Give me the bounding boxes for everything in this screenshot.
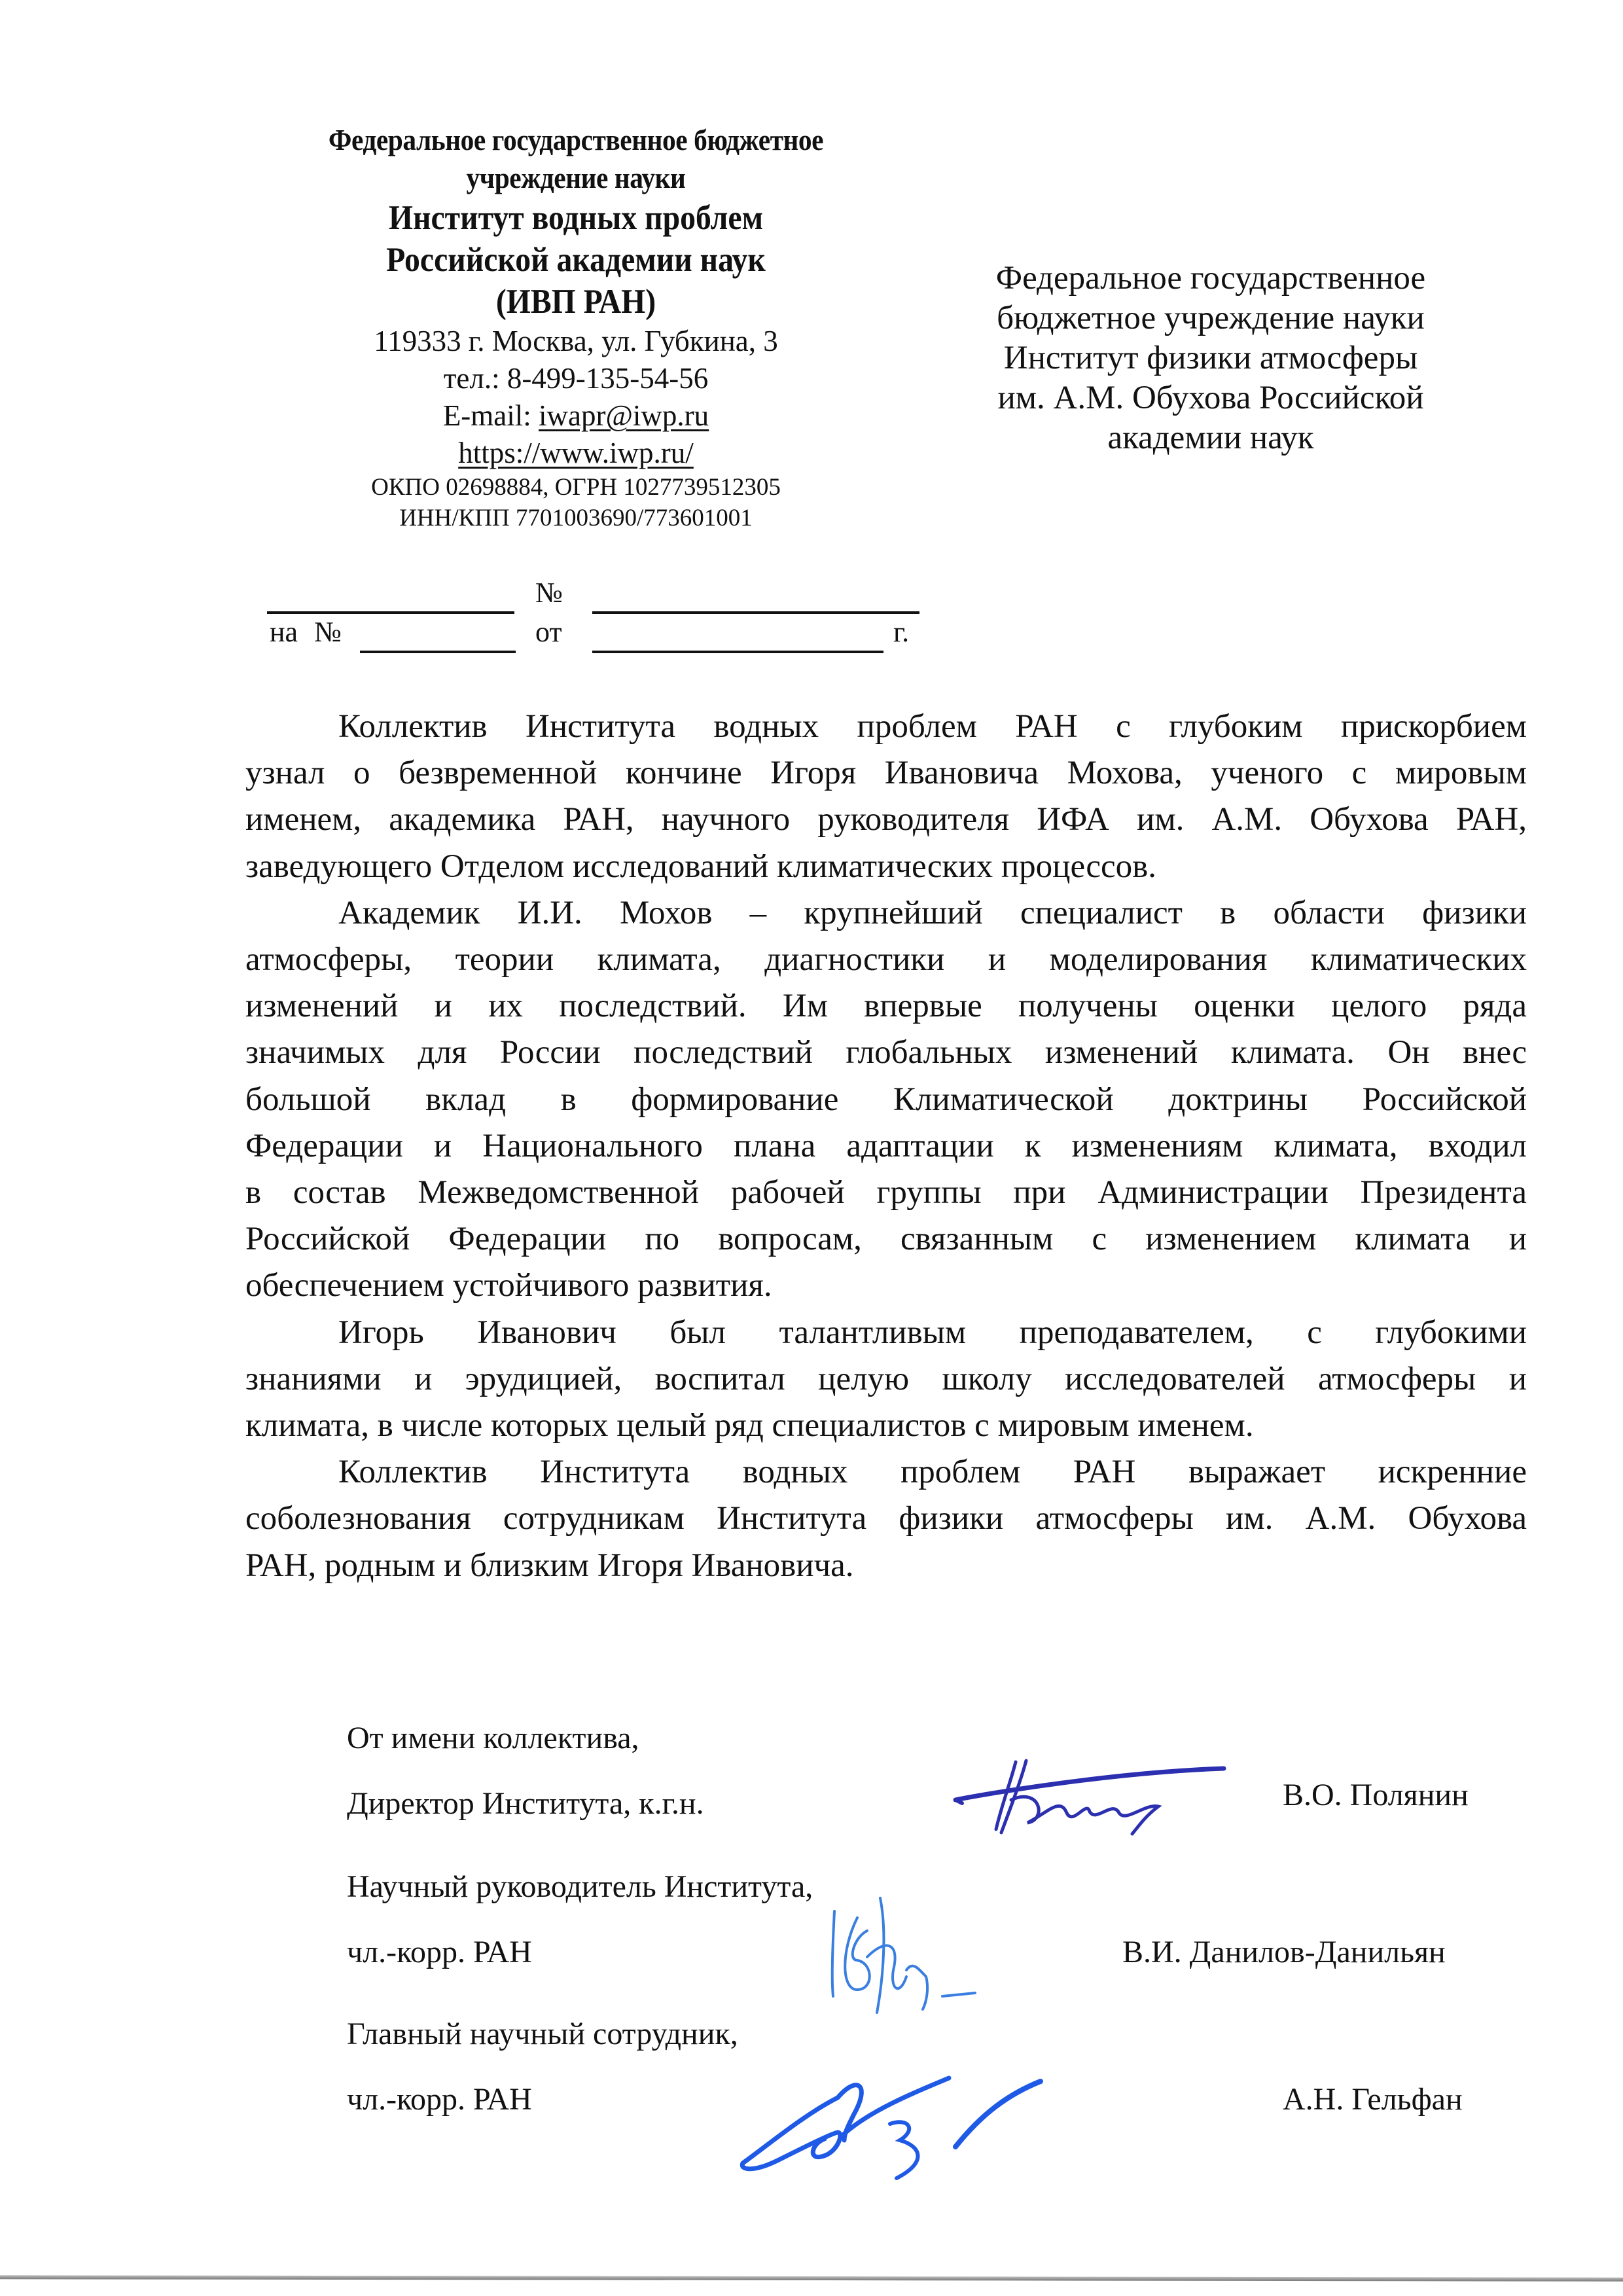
body-line: атмосферы, теории климата, диагностики и моделирования климатических xyxy=(245,941,1527,978)
signatory-rank: чл.-корр. РАН xyxy=(347,1935,532,1969)
signatory-name: В.О. Полянин xyxy=(1283,1778,1469,1812)
letterhead-phone: тел.: 8-499-135-54-56 xyxy=(443,362,709,395)
addressee-block xyxy=(942,259,1479,458)
year-suffix: г. xyxy=(893,616,910,648)
letterhead-org-line: учреждение науки xyxy=(466,161,686,194)
signatory-name: В.И. Данилов-Данильян xyxy=(1122,1935,1446,1969)
body-line: Игорь Иванович был талантливым преподавателем, с глубокими xyxy=(338,1314,1527,1351)
body-line: соболезнования сотрудникам Института физики атмосферы им. А.М. Обухова xyxy=(245,1500,1527,1537)
letterhead-institute-name: Российской академии наук xyxy=(386,241,766,279)
letterhead-address: 119333 г. Москва, ул. Губкина, 3 xyxy=(374,325,778,357)
email-link[interactable]: iwapr@iwp.ru xyxy=(539,399,709,432)
registration-fields xyxy=(262,576,910,655)
signatory-title: Директор Института, к.г.н. xyxy=(347,1786,704,1821)
body-line: обеспечением устойчивого развития. xyxy=(245,1267,772,1304)
from-label: от xyxy=(535,616,562,648)
body-line: именем, академика РАН, научного руководителя ИФА им. А.М. Обухова РАН, xyxy=(245,801,1527,838)
addressee-line: Институт физики атмосферы xyxy=(1003,340,1418,376)
body-paragraph xyxy=(245,1310,1527,1450)
signature-polyanin xyxy=(949,1761,1243,1846)
body-paragraph xyxy=(245,1449,1527,1589)
scan-edge-line xyxy=(0,2275,1623,2281)
body-line: узнал о безвременной кончине Игоря Ивановича Мохова, ученого с мировым xyxy=(245,755,1527,792)
body-line: в состав Межведомственной рабочей группы при Администрации Президента xyxy=(245,1174,1527,1211)
signatory-title: Главный научный сотрудник, xyxy=(347,2017,738,2051)
body-line: большой вклад в формирование Климатической доктрины Российской xyxy=(245,1081,1527,1118)
letterhead xyxy=(252,121,900,533)
body-line: заведующего Отделом исследований климатических процессов. xyxy=(245,848,1156,885)
reply-number-blank xyxy=(360,651,516,653)
addressee-line: им. А.М. Обухова Российской xyxy=(997,380,1424,416)
body-paragraph xyxy=(245,890,1527,1310)
body-line: РАН, родным и близким Игоря Ивановича. xyxy=(245,1547,854,1584)
outgoing-number-blank xyxy=(592,611,919,614)
letterhead-codes: ОКПО 02698884, ОГРН 1027739512305 xyxy=(371,474,781,501)
body-line: значимых для России последствий глобальных изменений климата. Он внес xyxy=(245,1034,1527,1071)
website-link[interactable]: https://www.iwp.ru/ xyxy=(458,437,694,469)
body-paragraph xyxy=(245,704,1527,890)
addressee-line: Федеральное государственное xyxy=(995,260,1426,296)
on-behalf-label: От имени коллектива, xyxy=(347,1721,639,1755)
letterhead-codes: ИНН/КПП 7701003690/773601001 xyxy=(399,505,753,531)
addressee-line: академии наук xyxy=(1107,420,1314,456)
outgoing-number-row xyxy=(262,576,890,615)
body-line: климата, в числе которых целый ряд специалистов с мировым именем. xyxy=(245,1407,1254,1444)
body-line: знаниями и эрудицией, воспитал целую школу исследователей атмосферы и xyxy=(245,1360,1527,1397)
body-line: Коллектив Института водных проблем РАН с глубоким прискорбием xyxy=(338,708,1527,745)
addressee-line: бюджетное учреждение науки xyxy=(997,300,1425,336)
letterhead-org-line: Федеральное государственное бюджетное xyxy=(328,123,824,156)
reply-row xyxy=(262,615,910,655)
letterhead-website-row xyxy=(252,435,900,472)
number-sign: № xyxy=(535,577,563,609)
letterhead-institute-name: Институт водных проблем xyxy=(388,199,764,237)
signatory-title: Научный руководитель Института, xyxy=(347,1869,813,1904)
reply-number-sign: № xyxy=(314,616,342,648)
reply-date-blank xyxy=(592,651,883,653)
reply-prefix: на xyxy=(270,616,298,648)
signature-danilov-danilyan xyxy=(828,1898,1057,2016)
signatory-rank: чл.-корр. РАН xyxy=(347,2082,532,2117)
body-line: Академик И.И. Мохов – крупнейший специалист в области физики xyxy=(338,894,1527,931)
letterhead-abbreviation: (ИВП РАН) xyxy=(495,283,656,321)
outgoing-date-blank xyxy=(267,611,514,614)
body-line: Российской Федерации по вопросам, связанным с изменением климата и xyxy=(245,1221,1527,1258)
body-line: изменений и их последствий. Им впервые получены оценки целого ряда xyxy=(245,988,1527,1025)
body-line: Коллектив Института водных проблем РАН выражает искренние xyxy=(338,1454,1527,1491)
letterhead-email-row xyxy=(252,397,900,435)
letter-body xyxy=(245,704,1527,1589)
email-label: E-mail: xyxy=(442,399,539,432)
signature-gelfan xyxy=(740,2049,1106,2179)
signatory-name: А.Н. Гельфан xyxy=(1283,2082,1463,2117)
body-line: Федерации и Национального плана адаптации к изменениям климата, входил xyxy=(245,1127,1527,1164)
